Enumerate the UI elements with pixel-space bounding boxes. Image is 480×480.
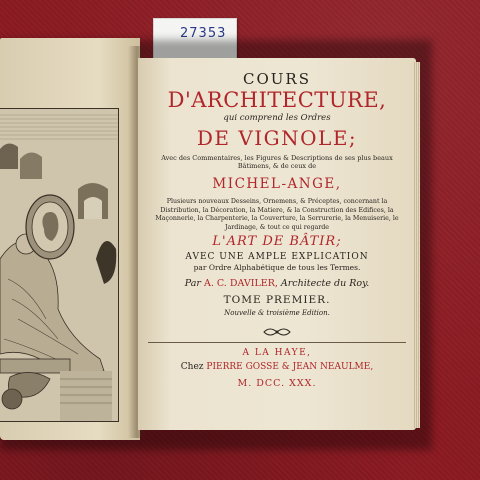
title-line-ordre: par Ordre Alphabétique de tous les Termes. — [193, 263, 361, 272]
title-line-explication: AVEC UNE AMPLE EXPLICATION — [185, 252, 369, 262]
title-line-subtitle: qui comprend les Ordres — [223, 113, 331, 123]
title-line-desseins: Plusieurs nouveaux Desseins, Ornemens, & Préceptes, concernant la Distribution, la Décoration, la Matiere, & la Construction des Edifices, la Maçonnerie, la Charpenterie, la Couverture, la Serrurerie, la Menuiserie, le Jardinage, & tout ce qui regarde — [155, 198, 399, 231]
author-prefix: Par — [184, 278, 201, 289]
title-page — [138, 58, 416, 430]
publisher-name: PIERRE GOSSE & JEAN NEAULME, — [206, 362, 374, 372]
publisher-line — [138, 362, 416, 372]
edition-line: Nouvelle & troisième Edition. — [224, 309, 330, 317]
title-line-commentaires: Avec des Commentaires, les Figures & Descriptions de ses plus beaux Bâtimens, & de ceux de — [161, 154, 393, 170]
author-line — [138, 278, 416, 289]
volume-line: TOME PREMIER. — [223, 294, 331, 306]
rule-divider — [148, 342, 406, 343]
title-line-architecture: D'ARCHITECTURE, — [167, 88, 387, 112]
author-role: Architecte du Roy. — [280, 278, 370, 289]
frontispiece-page — [0, 38, 140, 440]
frontispiece-engraving — [0, 108, 119, 422]
page-edges — [414, 62, 420, 428]
publisher-prefix: Chez — [180, 362, 204, 372]
printers-ornament-icon — [262, 326, 292, 338]
author-name: A. C. DAVILER, — [203, 278, 278, 289]
title-line-michel-ange: MICHEL-ANGE, — [212, 176, 342, 192]
title-line-cours: COURS — [243, 70, 311, 88]
inventory-number: 27353 — [180, 26, 227, 41]
place-line: A LA HAYE, — [242, 348, 312, 358]
title-line-vignole: DE VIGNOLE; — [196, 126, 358, 150]
date-line: M. DCC. XXX. — [237, 378, 317, 389]
title-line-art-de-batir: L'ART DE BÂTIR; — [212, 234, 342, 249]
